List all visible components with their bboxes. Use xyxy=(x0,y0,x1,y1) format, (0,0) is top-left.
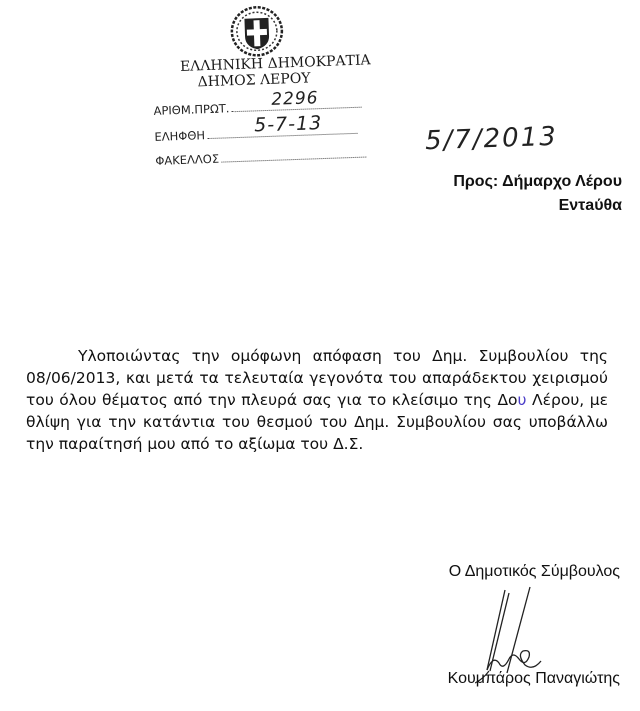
signer-name: Κουμπάρος Παναγιώτης xyxy=(447,670,620,687)
stamp-country: ΕΛΛΗΝΙΚΗ ΔΗΜΟΚΡΑΤΙΑ xyxy=(179,52,371,75)
stamp-municipality: ΔΗΜΟΣ ΛΕΡΟΥ xyxy=(197,70,311,91)
received-label: ΕΛΗΦΘΗ xyxy=(154,128,206,144)
recipient-block xyxy=(453,170,622,218)
protocol-label: ΑΡΙΘΜ.ΠΡΩΤ. xyxy=(153,101,230,118)
municipal-stamp xyxy=(150,0,385,168)
stamp-received-date xyxy=(154,112,384,144)
greek-coat-of-arms-icon xyxy=(228,3,286,59)
letter-body xyxy=(26,345,608,455)
handwritten-date: 5/7/2013 xyxy=(424,121,559,157)
dotted-line xyxy=(221,147,366,163)
recipient-location: Εντaύθα xyxy=(558,197,622,214)
received-date-handwritten: 5-7-13 xyxy=(253,112,323,137)
stamp-file xyxy=(155,146,385,168)
pen-mark: υ xyxy=(517,391,527,409)
body-text-part2: Λέρου, με θλίψη για την κατάντια του θεσμού του Δημ. Συμβουλίου σας υποβάλλω την παραίτησή μου από το αξίωμα του Δ.Σ. xyxy=(26,391,609,453)
body-text-part1: Υλοποιώντας την ομόφωνη απόφαση του Δημ. Συμβουλίου της 08/06/2013, και μετά τα τελευταία γεγονότα του απαράδεκτου χειρισμού του όλου θέματος από την πλευρά σας για το κλείσιμο της Δο xyxy=(26,347,608,409)
signoff-title: Ο Δημοτικός Σύμβουλος xyxy=(448,563,620,580)
protocol-number-handwritten: 2296 xyxy=(270,88,319,110)
file-label: ΦΑΚΕΛΛΟΣ xyxy=(155,151,220,168)
recipient-line: Προς: Δήμαρχο Λέρου xyxy=(453,173,622,190)
